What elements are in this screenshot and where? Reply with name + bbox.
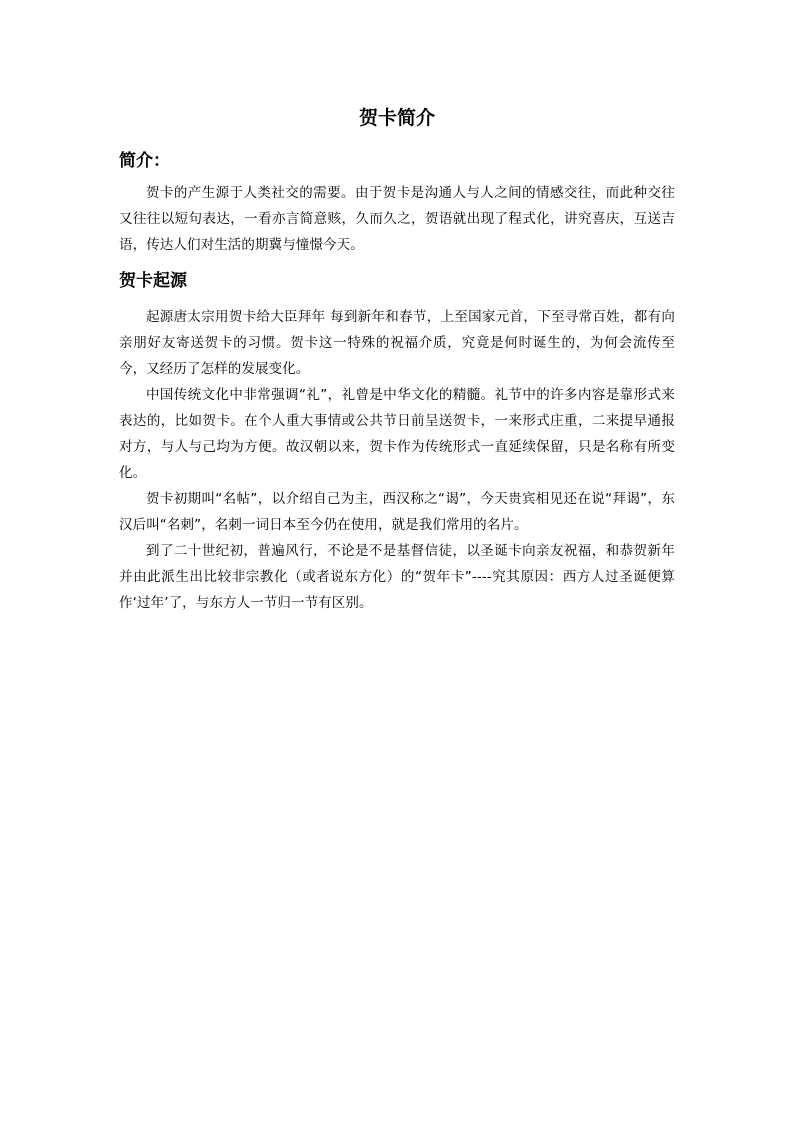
section-heading-origin: 贺卡起源	[119, 271, 187, 291]
section-heading-intro: 简介：	[119, 151, 170, 171]
origin-paragraph-2: 中国传统文化中非常强调“礼”，礼曾是中华文化的精髓。礼节中的许多内容是靠形式来表达的，比如贺卡。在个人重大事情或公共节日前呈送贺卡，一来形式庄重，二来提早通报对方，与人与己均为方便。故汉朝以来，贺卡作为传统形式一直延续保留，只是名称有所变化。	[119, 387, 675, 481]
document-content	[119, 104, 675, 616]
intro-paragraph: 贺卡的产生源于人类社交的需要。由于贺卡是沟通人与人之间的情感交往，而此种交往又往往以短句表达，一看亦言简意赅，久而久之，贺语就出现了程式化，讲究喜庆，互送吉语，传达人们对生活的期冀与憧憬今天。	[119, 185, 675, 253]
section-origin-body	[119, 304, 675, 616]
document-title: 贺卡简介	[358, 107, 435, 129]
origin-paragraph-4: 到了二十世纪初，普遍风行，不论是不是基督信徒，以圣诞卡向亲友祝福，和恭贺新年并由此派生出比较非宗教化（或者说东方化）的“贺年卡”----究其原因：西方人过圣诞便算作‘过年’了，与东方人一节归一节有区别。	[119, 543, 675, 611]
origin-paragraph-3: 贺卡初期叫“名帖”，以介绍自己为主，西汉称之“谒”，今天贵宾相见还在说“拜谒”，东汉后叫“名刺”，名刺一词日本至今仍在使用，就是我们常用的名片。	[119, 491, 675, 533]
section-intro-body	[119, 180, 675, 258]
origin-paragraph-1: 起源唐太宗用贺卡给大臣拜年 每到新年和春节，上至国家元首，下至寻常百姓，都有向亲朋好友寄送贺卡的习惯。贺卡这一特殊的祝福介质，究竟是何时诞生的，为何会流传至今，又经历了怎样的发展变化。	[119, 309, 675, 377]
